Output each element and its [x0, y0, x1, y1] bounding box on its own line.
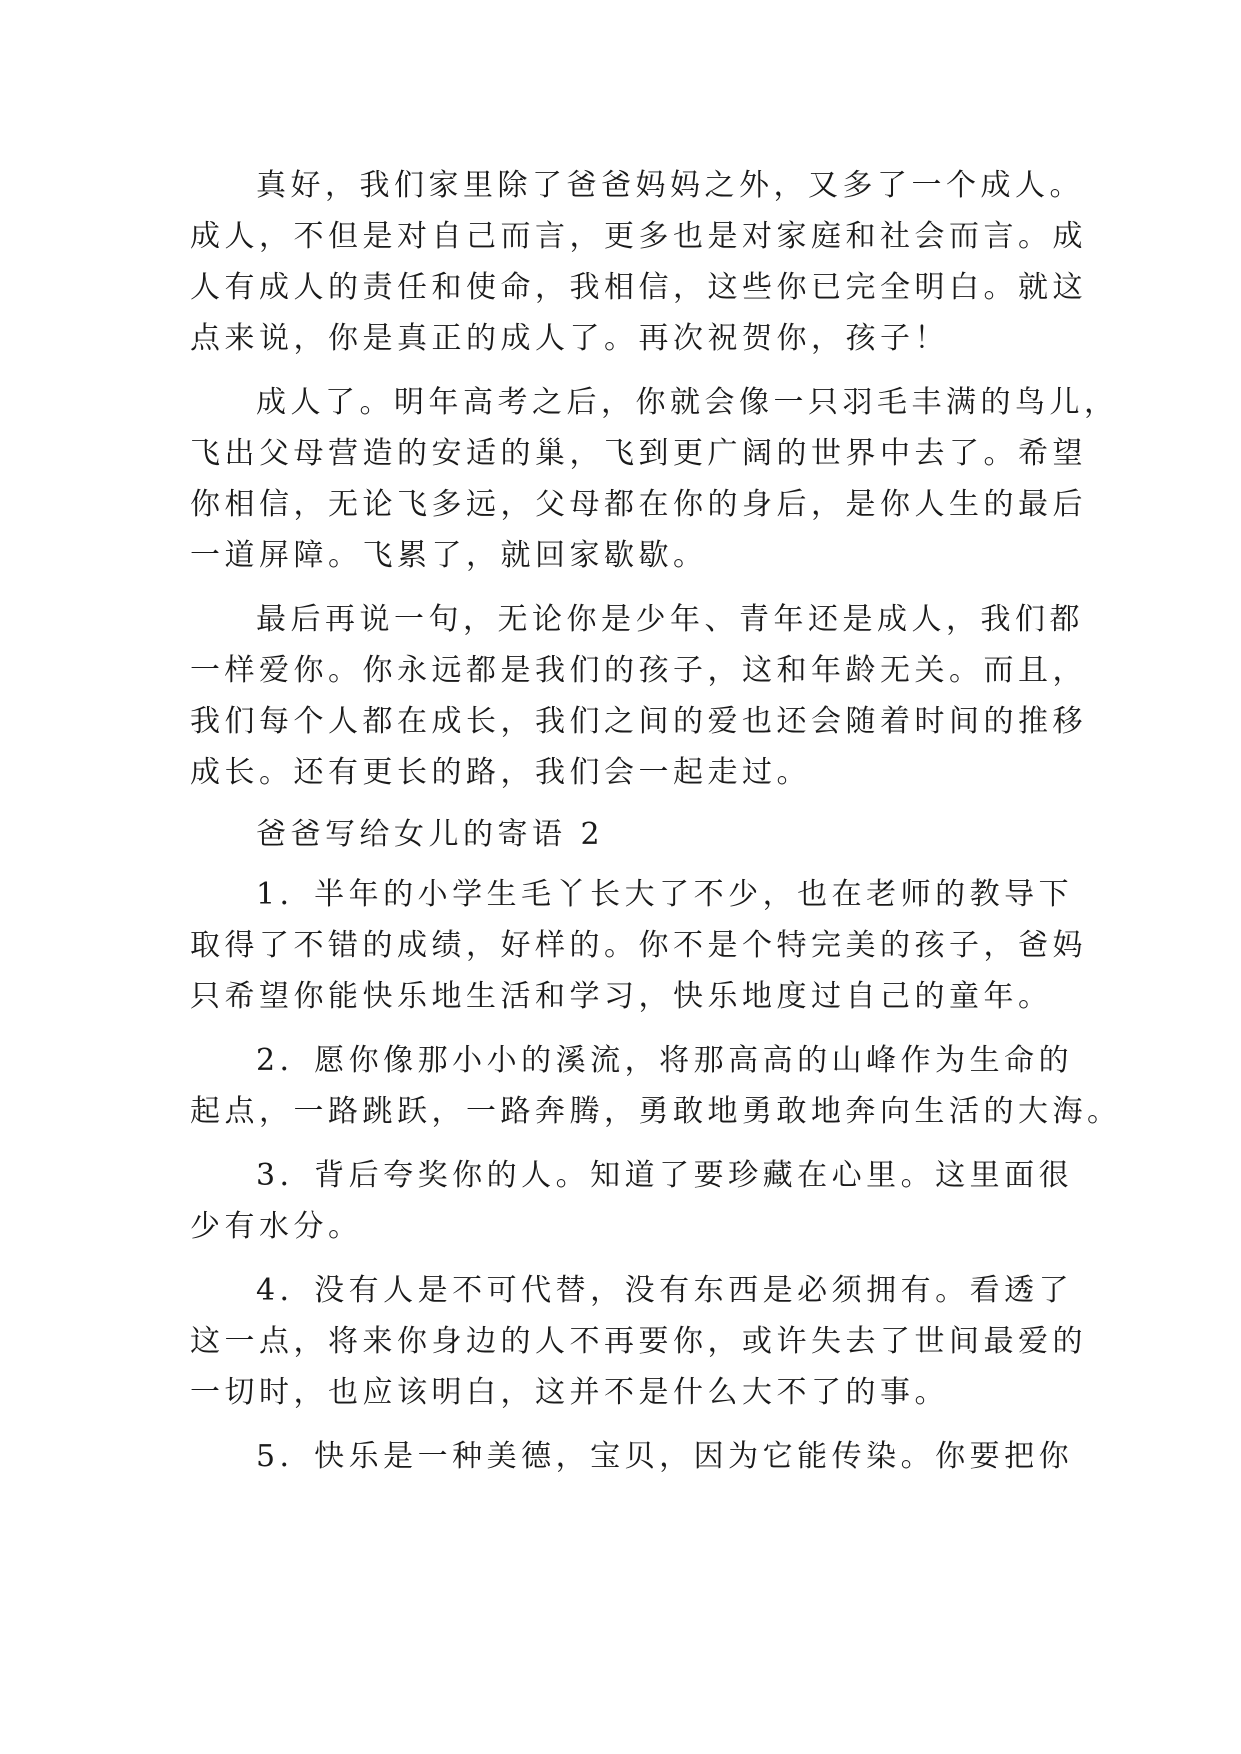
list-item — [190, 1150, 1074, 1252]
list-item-line: 1．半年的小学生毛丫长大了不少，也在老师的教导下 — [256, 877, 1074, 912]
list-item-line: 4．没有人是不可代替，没有东西是必须拥有。看透了 — [256, 1273, 1074, 1308]
list-item-line: 一切时，也应该明白，这并不是什么大不了的事。 — [190, 1375, 949, 1410]
paragraph-line: 我们每个人都在成长，我们之间的爱也还会随着时间的推移 — [190, 704, 1087, 739]
paragraph — [190, 594, 1087, 798]
list-item-line: 只希望你能快乐地生活和学习，快乐地度过自己的童年。 — [190, 979, 1053, 1014]
document-body — [190, 160, 1122, 1482]
list-item — [190, 1265, 1087, 1418]
section-title: 爸爸写给女儿的寄语 2 — [256, 817, 605, 852]
paragraph-line: 最后再说一句，无论你是少年、青年还是成人，我们都 — [256, 602, 1084, 637]
list-item — [190, 869, 1087, 1022]
list-item-line: 3．背后夸奖你的人。知道了要珍藏在心里。这里面很 — [256, 1158, 1074, 1193]
list-item-line: 取得了不错的成绩，好样的。你不是个特完美的孩子，爸妈 — [190, 928, 1087, 963]
paragraph-line: 点来说，你是真正的成人了。再次祝贺你，孩子！ — [190, 321, 949, 356]
paragraph-line: 你相信，无论飞多远，父母都在你的身后，是你人生的最后 — [190, 487, 1087, 522]
paragraph — [190, 160, 1087, 364]
paragraph — [190, 377, 1119, 581]
list-item — [190, 1431, 1074, 1482]
paragraph-line: 成人了。明年高考之后，你就会像一只羽毛丰满的鸟儿， — [256, 385, 1119, 420]
paragraph-line: 飞出父母营造的安适的巢，飞到更广阔的世界中去了。希望 — [190, 436, 1087, 471]
list-item-line: 这一点，将来你身边的人不再要你，或许失去了世间最爱的 — [190, 1324, 1087, 1359]
list-item-line: 5．快乐是一种美德，宝贝，因为它能传染。你要把你 — [256, 1439, 1074, 1474]
paragraph-line: 一样爱你。你永远都是我们的孩子，这和年龄无关。而且， — [190, 653, 1087, 688]
paragraph-line: 成长。还有更长的路，我们会一起走过。 — [190, 755, 811, 790]
list-item-line: 2．愿你像那小小的溪流，将那高高的山峰作为生命的 — [256, 1043, 1074, 1078]
paragraph-line: 成人，不但是对自己而言，更多也是对家庭和社会而言。成 — [190, 219, 1087, 254]
paragraph-line: 一道屏障。飞累了，就回家歇歇。 — [190, 538, 708, 573]
paragraph-line: 真好，我们家里除了爸爸妈妈之外，又多了一个成人。 — [256, 168, 1084, 203]
list-item-line: 起点，一路跳跃，一路奔腾，勇敢地勇敢地奔向生活的大海。 — [190, 1094, 1122, 1129]
paragraph-line: 人有成人的责任和使命，我相信，这些你已完全明白。就这 — [190, 270, 1087, 305]
list-item — [190, 1035, 1122, 1137]
list-item-line: 少有水分。 — [190, 1209, 363, 1244]
